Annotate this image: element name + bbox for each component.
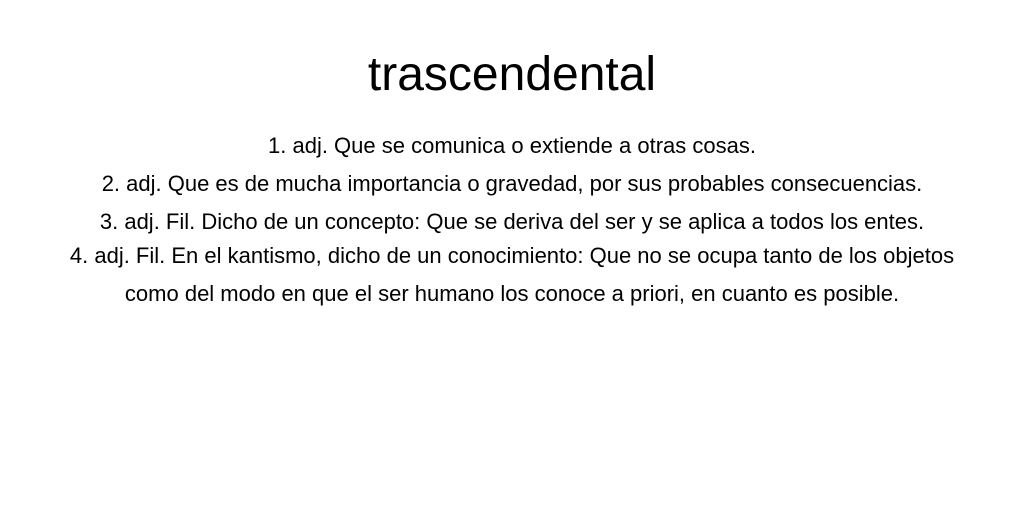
definition-item-2: 2. adj. Que es de mucha importancia o gravedad, por sus probables consecuencias. (101, 171, 923, 196)
definition-item-3: 3. adj. Fil. Dicho de un concepto: Que se deriva del ser y se aplica a todos los entes. (99, 209, 925, 234)
entry-term: trascendental (367, 48, 657, 101)
definition-item-4: 4. adj. Fil. En el kantismo, dicho de un conocimiento: Que no se ocupa tanto de los objetos como del modo en que el ser humano los conoce a priori, en cuanto es posible. (69, 243, 955, 306)
definition-item-1: 1. adj. Que se comunica o extiende a otras cosas. (268, 133, 756, 158)
definition-list (30, 127, 994, 313)
